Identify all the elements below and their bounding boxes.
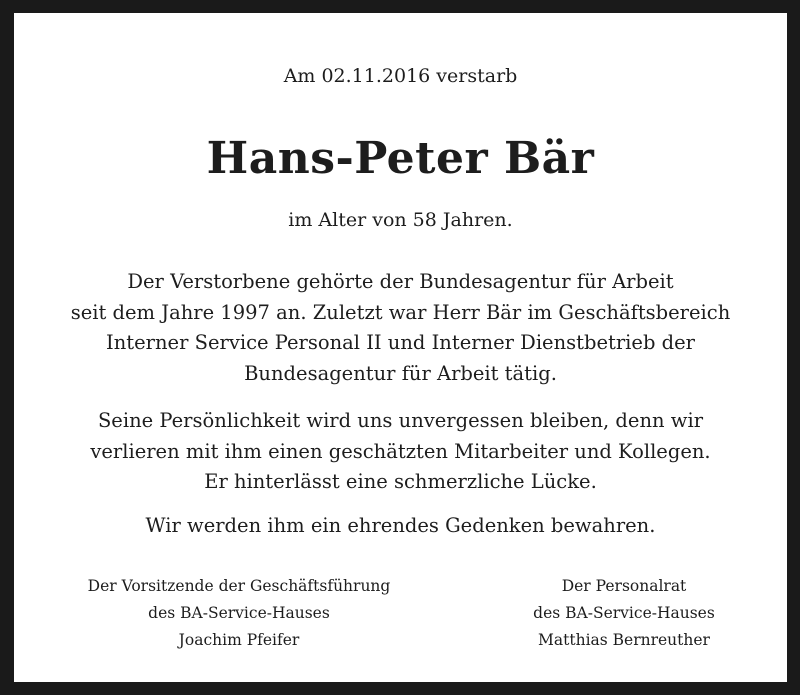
signature-management bbox=[69, 573, 409, 654]
signature-name: Matthias Bernreuther bbox=[538, 631, 710, 649]
paragraph-line: Interner Service Personal II und Interner Dienstbetrieb der bbox=[106, 331, 695, 354]
tribute-paragraph bbox=[14, 406, 787, 498]
paragraph-line: verlieren mit ihm einen geschätzten Mitarbeiter und Kollegen. bbox=[90, 439, 711, 463]
paragraph-line: Er hinterlässt eine schmerzliche Lücke. bbox=[204, 470, 597, 493]
paragraph-line: Seine Persönlichkeit wird uns unvergessen bleiben, denn wir bbox=[97, 409, 704, 432]
signature-staff-council bbox=[469, 573, 779, 654]
remembrance-paragraph bbox=[14, 511, 787, 542]
signature-name: Joachim Pfeifer bbox=[178, 631, 300, 649]
paragraph-line: seit dem Jahre 1997 an. Zuletzt war Herr Bär im Geschäftsbereich bbox=[70, 300, 731, 324]
career-paragraph bbox=[14, 267, 787, 389]
signature-title: Der Vorsitzende der Geschäftsführung bbox=[87, 577, 391, 595]
paragraph-line: Der Verstorbene gehörte der Bundesagentur für Arbeit bbox=[127, 270, 674, 293]
death-date-line: Am 02.11.2016 verstarb bbox=[283, 65, 518, 87]
signature-title: Der Personalrat bbox=[561, 577, 687, 595]
age-line: im Alter von 58 Jahren. bbox=[288, 209, 513, 231]
signature-organization: des BA-Service-Hauses bbox=[148, 604, 330, 622]
deceased-name: Hans-Peter Bär bbox=[206, 133, 595, 184]
paragraph-line: Bundesagentur für Arbeit tätig. bbox=[244, 361, 557, 385]
paragraph-line: Wir werden ihm ein ehrendes Gedenken bewahren. bbox=[145, 514, 656, 537]
obituary-notice bbox=[13, 12, 788, 683]
signature-organization: des BA-Service-Hauses bbox=[533, 604, 715, 622]
